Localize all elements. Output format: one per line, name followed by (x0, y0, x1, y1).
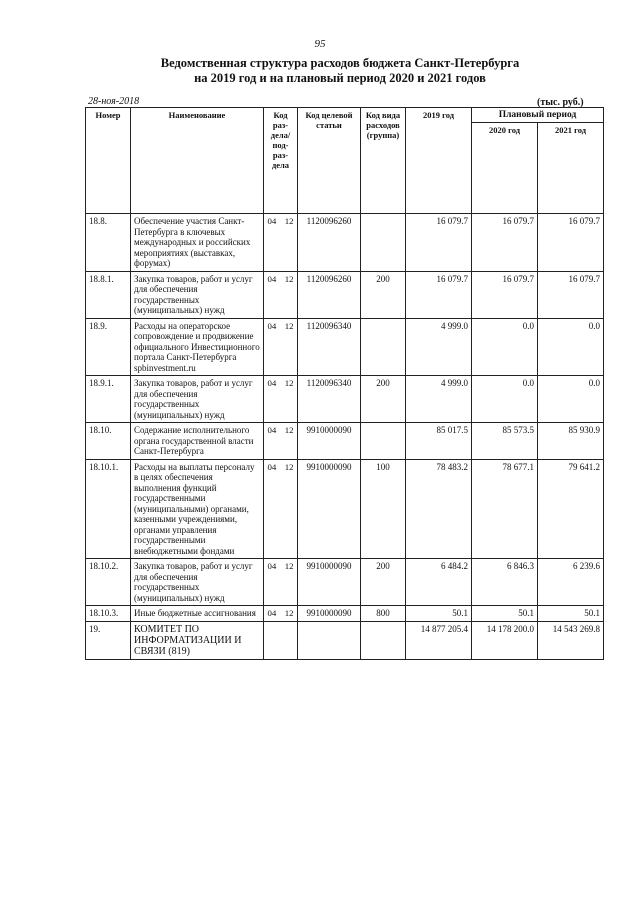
header-expense-type: Код вида расходов (группа) (361, 108, 406, 214)
row-name: Закупка товаров, работ и услуг для обеспечения государственных (муниципальных) нужд (131, 376, 264, 423)
subsection-code: 12 (284, 273, 294, 284)
document-title (60, 56, 620, 86)
subsection-code: 12 (284, 425, 294, 435)
row-2020: 85 573.5 (472, 423, 538, 460)
table-row (86, 606, 604, 622)
subsection-code: 12 (284, 216, 294, 226)
row-number: 18.8.1. (86, 271, 131, 318)
table-row (86, 214, 604, 272)
row-2019: 16 079.7 (406, 271, 472, 318)
row-2021: 50.1 (538, 606, 604, 622)
row-2020: 16 079.7 (472, 271, 538, 318)
row-2020: 50.1 (472, 606, 538, 622)
section-code: 04 (267, 608, 277, 618)
row-2020: 16 079.7 (472, 214, 538, 272)
row-expense-type: 200 (361, 376, 406, 423)
row-target: 1120096340 (298, 318, 361, 376)
header-section: Код раз- дела/ под- раз- дела (264, 108, 298, 214)
row-2021: 16 079.7 (538, 214, 604, 272)
row-2021: 79 641.2 (538, 459, 604, 559)
subsection-code: 12 (284, 320, 294, 331)
row-2020: 0.0 (472, 318, 538, 376)
row-number: 19. (86, 621, 131, 659)
row-2019: 50.1 (406, 606, 472, 622)
row-2019: 4 999.0 (406, 376, 472, 423)
section-code: 04 (267, 273, 277, 284)
row-number: 18.9.1. (86, 376, 131, 423)
row-name: Иные бюджетные ассигнования (131, 606, 264, 622)
row-2021: 16 079.7 (538, 271, 604, 318)
row-expense-type: 100 (361, 459, 406, 559)
row-2020: 0.0 (472, 376, 538, 423)
title-line-2: на 2019 год и на плановый период 2020 и 2021 годов (194, 71, 486, 85)
row-name: КОМИТЕТ ПО ИНФОРМАТИЗАЦИИ И СВЯЗИ (819) (131, 621, 264, 659)
row-target: 1120096260 (298, 214, 361, 272)
subsection-code: 12 (284, 461, 294, 472)
row-section (264, 621, 298, 659)
header-target: Код целевой статьи (298, 108, 361, 214)
subsection-code: 12 (284, 561, 294, 571)
table-body (86, 214, 604, 660)
section-code: 04 (267, 216, 277, 226)
row-number: 18.10. (86, 423, 131, 460)
row-number: 18.8. (86, 214, 131, 272)
title-line-1: Ведомственная структура расходов бюджета Санкт-Петербурга (160, 56, 520, 70)
subsection-code: 12 (284, 608, 294, 618)
row-name: Обеспечение участия Санкт-Петербурга в ключевых международных и российских мероприятиях (выставках, форумах) (131, 214, 264, 272)
row-2020: 14 178 200.0 (472, 621, 538, 659)
table-row (86, 459, 604, 559)
row-expense-type: 200 (361, 559, 406, 606)
header-name: Наименование (131, 108, 264, 214)
row-target: 1120096340 (298, 376, 361, 423)
row-name: Расходы на выплаты персоналу в целях обеспечения выполнения функций государственными (муниципальными) органами, казенными учреждениями, органами управления государственными внебюджетными фондами (131, 459, 264, 559)
row-expense-type: 200 (361, 271, 406, 318)
row-target (298, 621, 361, 659)
row-expense-type (361, 214, 406, 272)
row-2021: 14 543 269.8 (538, 621, 604, 659)
row-target: 9910000090 (298, 459, 361, 559)
row-section (264, 318, 298, 376)
row-2019: 4 999.0 (406, 318, 472, 376)
section-code: 04 (267, 378, 277, 388)
table-row (86, 621, 604, 659)
row-expense-type (361, 621, 406, 659)
row-section (264, 376, 298, 423)
row-section (264, 271, 298, 318)
row-2019: 6 484.2 (406, 559, 472, 606)
row-section (264, 423, 298, 460)
row-name: Закупка товаров, работ и услуг для обеспечения государственных (муниципальных) нужд (131, 271, 264, 318)
row-target: 9910000090 (298, 423, 361, 460)
table-row (86, 559, 604, 606)
table-row (86, 271, 604, 318)
row-2021: 0.0 (538, 318, 604, 376)
row-target: 1120096260 (298, 271, 361, 318)
row-2019: 14 877 205.4 (406, 621, 472, 659)
units-label: (тыс. руб.) (537, 97, 584, 108)
row-target: 9910000090 (298, 559, 361, 606)
table-row (86, 423, 604, 460)
row-number: 18.10.1. (86, 459, 131, 559)
section-code: 04 (267, 320, 277, 331)
table-row (86, 376, 604, 423)
row-2020: 78 677.1 (472, 459, 538, 559)
header-planned-period: Плановый период (472, 108, 604, 123)
row-2021: 85 930.9 (538, 423, 604, 460)
row-section (264, 559, 298, 606)
row-2021: 0.0 (538, 376, 604, 423)
row-number: 18.10.3. (86, 606, 131, 622)
row-2019: 78 483.2 (406, 459, 472, 559)
header-2020: 2020 год (472, 123, 538, 214)
row-2020: 6 846.3 (472, 559, 538, 606)
row-name: Содержание исполнительного органа государственной власти Санкт-Петербурга (131, 423, 264, 460)
section-code: 04 (267, 561, 277, 571)
row-section (264, 606, 298, 622)
section-code: 04 (267, 461, 277, 472)
row-2021: 6 239.6 (538, 559, 604, 606)
row-section (264, 459, 298, 559)
row-expense-type: 800 (361, 606, 406, 622)
budget-table (85, 107, 604, 660)
row-expense-type (361, 318, 406, 376)
header-number: Номер (86, 108, 131, 214)
row-section (264, 214, 298, 272)
row-2019: 85 017.5 (406, 423, 472, 460)
row-number: 18.10.2. (86, 559, 131, 606)
table-row (86, 318, 604, 376)
row-2019: 16 079.7 (406, 214, 472, 272)
subsection-code: 12 (284, 378, 294, 388)
document-date: 28-ноя-2018 (88, 96, 140, 107)
row-name: Закупка товаров, работ и услуг для обеспечения государственных (муниципальных) нужд (131, 559, 264, 606)
page-number: 95 (314, 38, 326, 50)
header-2019: 2019 год (406, 108, 472, 214)
row-number: 18.9. (86, 318, 131, 376)
row-name: Расходы на операторское сопровождение и продвижение официального Инвестиционного портала Санкт-Петербурга spbinvestment.ru (131, 318, 264, 376)
row-target: 9910000090 (298, 606, 361, 622)
header-2021: 2021 год (538, 123, 604, 214)
section-code: 04 (267, 425, 277, 435)
row-expense-type (361, 423, 406, 460)
